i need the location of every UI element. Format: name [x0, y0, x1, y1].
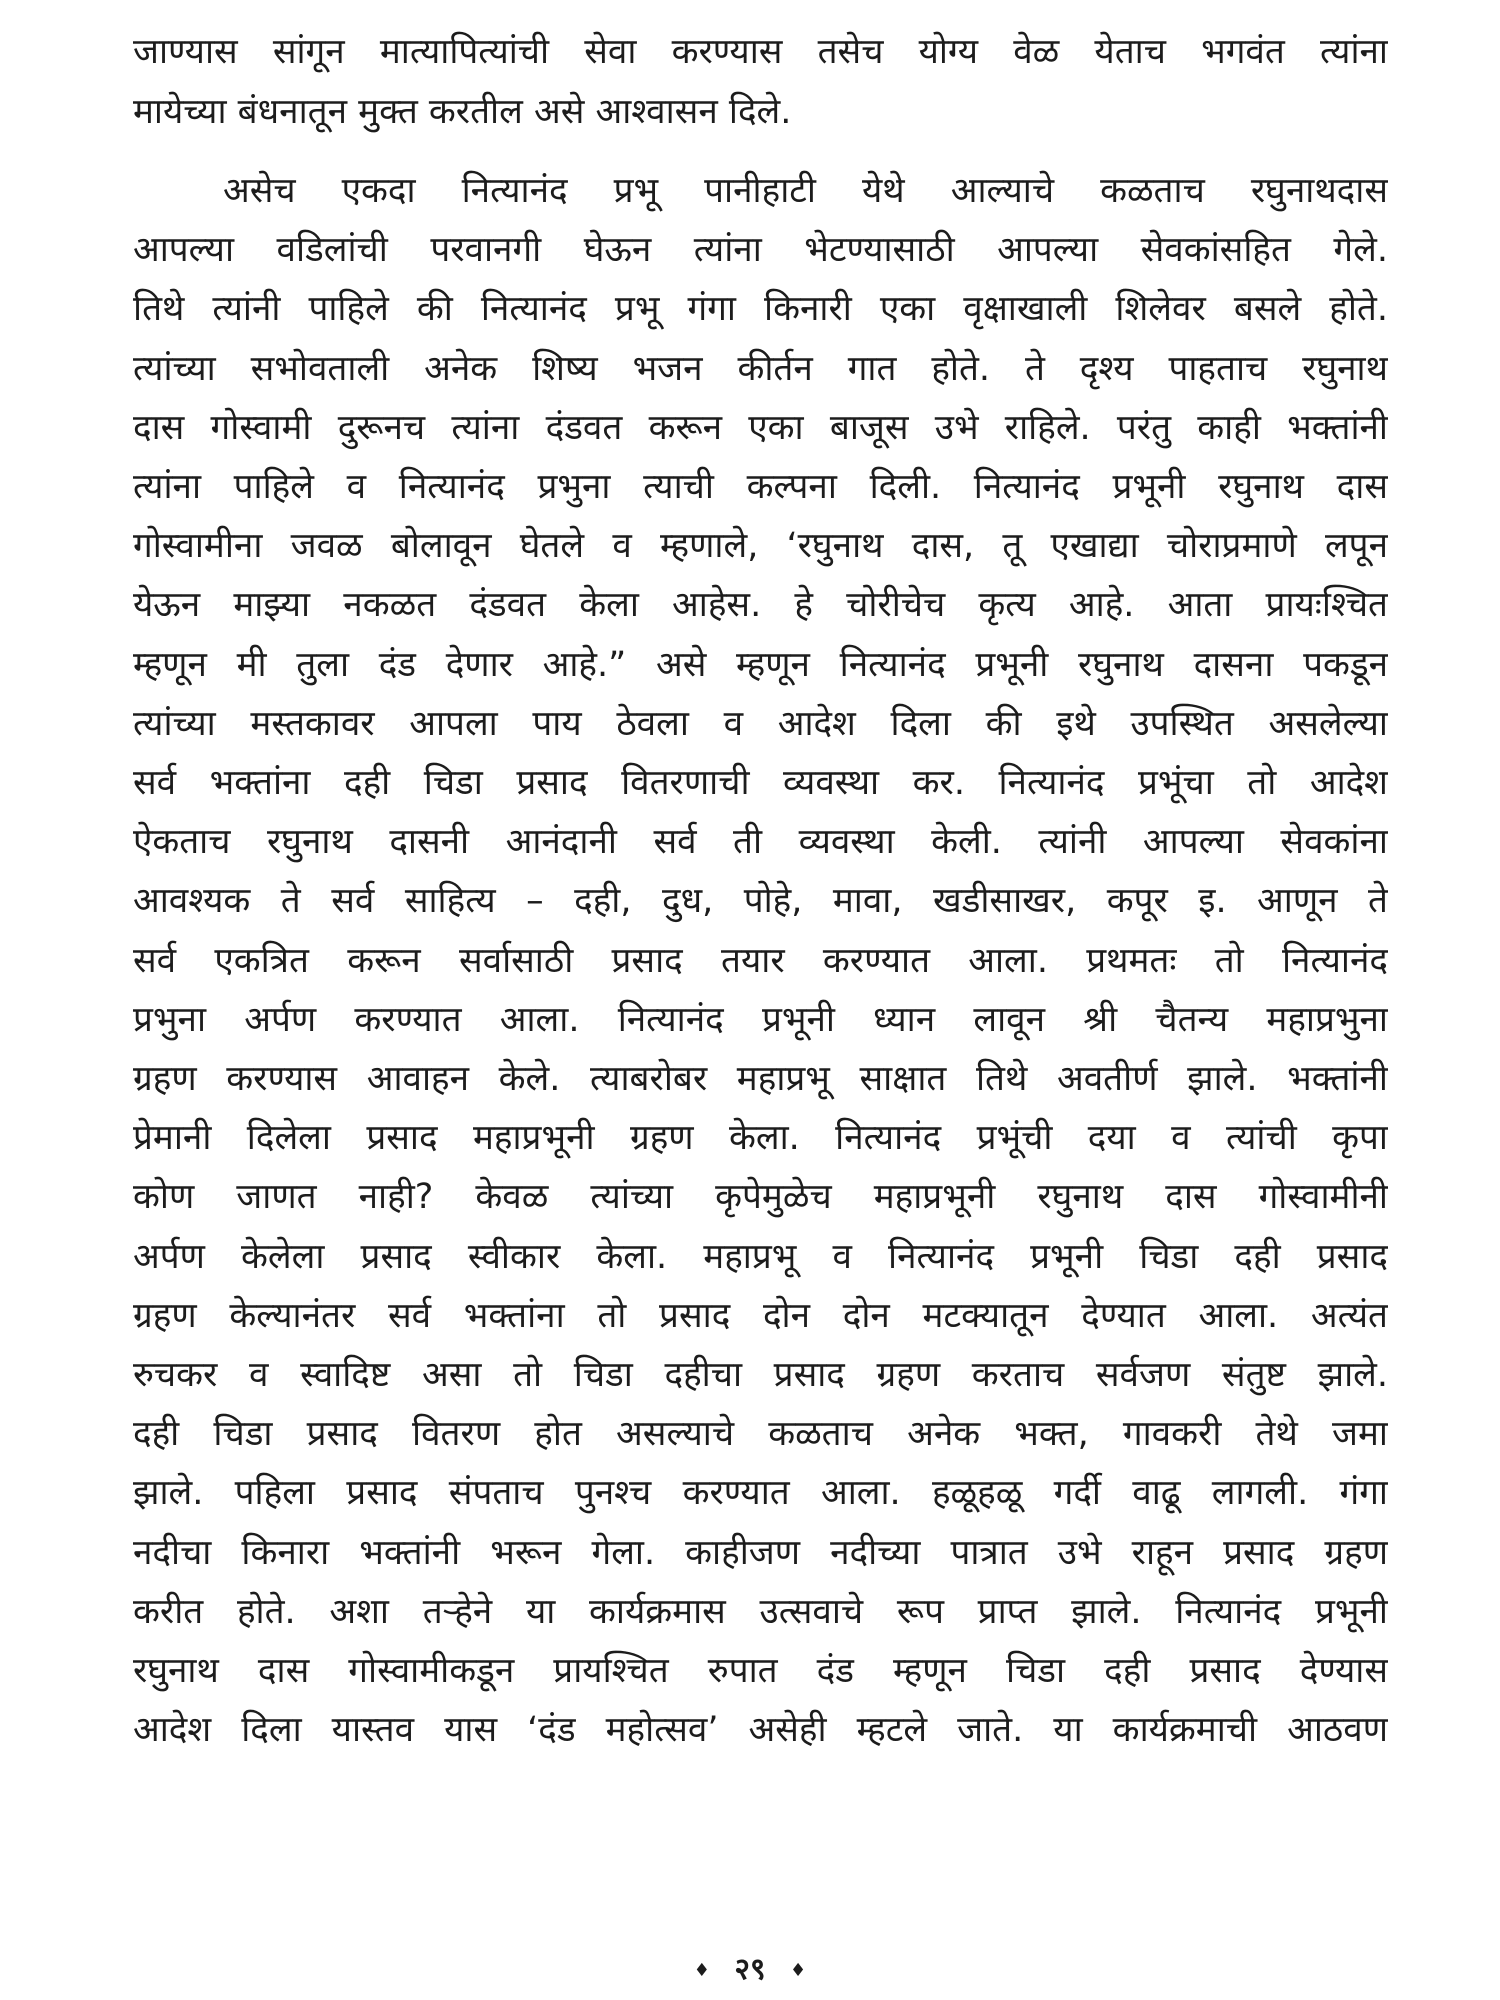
text-line: झाले. पहिला प्रसाद संपताच पुनश्च करण्यात आला. हळूहळू गर्दी वाढू लागली. गंगा: [133, 1473, 1388, 1514]
text-line: मायेच्या बंधनातून मुक्त करतील असे आश्वासन दिले.: [133, 92, 792, 132]
paragraph-1: [133, 22, 1388, 142]
text-line: करीत होते. अशा तऱ्हेने या कार्यक्रमास उत्सवाचे रूप प्राप्त झाले. नित्यानंद प्रभूनी: [133, 1591, 1388, 1632]
text-line: आवश्यक ते सर्व साहित्य – दही, दुध, पोहे, मावा, खडीसाखर, कपूर इ. आणून ते: [133, 881, 1388, 922]
text-line: ऐकताच रघुनाथ दासनी आनंदानी सर्व ती व्यवस्था केली. त्यांनी आपल्या सेवकांना: [133, 822, 1388, 863]
ornament-right-icon: ♦: [790, 1960, 807, 1981]
text-line: तिथे त्यांनी पाहिले की नित्यानंद प्रभू गंगा किनारी एका वृक्षाखाली शिलेवर बसले होते.: [133, 289, 1388, 330]
ornament-left-icon: ♦: [693, 1960, 710, 1981]
text-line: ग्रहण केल्यानंतर सर्व भक्तांना तो प्रसाद दोन दोन मटक्यातून देण्यात आला. अत्यंत: [133, 1295, 1388, 1336]
paragraph-2: [133, 162, 1388, 1760]
text-line: असेच एकदा नित्यानंद प्रभू पानीहाटी येथे आल्याचे कळताच रघुनाथदास: [223, 171, 1388, 211]
text-line: जाण्यास सांगून मात्यापित्यांची सेवा करण्यास तसेच योग्य वेळ येताच भगवंत त्यांना: [133, 32, 1388, 72]
text-line: त्यांच्या सभोवताली अनेक शिष्य भजन कीर्तन गात होते. ते दृश्य पाहताच रघुनाथ: [133, 348, 1388, 389]
text-line: आदेश दिला यास्तव यास ‘दंड महोत्सव’ असेही म्हटले जाते. या कार्यक्रमाची आठवण: [133, 1710, 1388, 1751]
text-line: अर्पण केलेला प्रसाद स्वीकार केला. महाप्रभू व नित्यानंद प्रभूनी चिडा दही प्रसाद: [133, 1236, 1388, 1277]
text-line: त्यांना पाहिले व नित्यानंद प्रभुना त्याची कल्पना दिली. नित्यानंद प्रभूनी रघुनाथ दास: [133, 467, 1388, 508]
text-line: रुचकर व स्वादिष्ट असा तो चिडा दहीचा प्रसाद ग्रहण करताच सर्वजण संतुष्ट झाले.: [133, 1355, 1388, 1396]
text-line: रघुनाथ दास गोस्वामीकडून प्रायश्चित रुपात दंड म्हणून चिडा दही प्रसाद देण्यास: [133, 1651, 1388, 1692]
text-line: सर्व एकत्रित करून सर्वासाठी प्रसाद तयार करण्यात आला. प्रथमतः तो नित्यानंद: [133, 940, 1388, 981]
page-number: २९: [734, 1952, 766, 1987]
text-line: त्यांच्या मस्तकावर आपला पाय ठेवला व आदेश दिला की इथे उपस्थित असलेल्या: [133, 703, 1388, 744]
text-line: आपल्या वडिलांची परवानगी घेऊन त्यांना भेटण्यासाठी आपल्या सेवकांसहित गेले.: [133, 230, 1388, 271]
text-line: दास गोस्वामी दुरूनच त्यांना दंडवत करून एका बाजूस उभे राहिले. परंतु काही भक्तांनी: [133, 407, 1388, 448]
text-line: सर्व भक्तांना दही चिडा प्रसाद वितरणाची व्यवस्था कर. नित्यानंद प्रभूंचा तो आदेश: [133, 763, 1388, 804]
text-line: प्रभुना अर्पण करण्यात आला. नित्यानंद प्रभूनी ध्यान लावून श्री चैतन्य महाप्रभुना: [133, 999, 1388, 1040]
text-line: दही चिडा प्रसाद वितरण होत असल्याचे कळताच अनेक भक्त, गावकरी तेथे जमा: [133, 1414, 1388, 1455]
text-line: ग्रहण करण्यास आवाहन केले. त्याबरोबर महाप्रभू साक्षात तिथे अवतीर्ण झाले. भक्तांनी: [133, 1059, 1388, 1100]
text-line: नदीचा किनारा भक्तांनी भरून गेला. काहीजण नदीच्या पात्रात उभे राहून प्रसाद ग्रहण: [133, 1532, 1388, 1573]
text-line: येऊन माझ्या नकळत दंडवत केला आहेस. हे चोरीचेच कृत्य आहे. आता प्रायःश्चित: [133, 585, 1388, 626]
text-line: गोस्वामीना जवळ बोलावून घेतले व म्हणाले, ‘रघुनाथ दास, तू एखाद्या चोराप्रमाणे लपून: [133, 526, 1388, 567]
text-line: कोण जाणत नाही? केवळ त्यांच्या कृपेमुळेच महाप्रभूनी रघुनाथ दास गोस्वामीनी: [133, 1177, 1388, 1218]
page-footer: [0, 1947, 1500, 1988]
text-line: म्हणून मी तुला दंड देणार आहे.” असे म्हणून नित्यानंद प्रभूनी रघुनाथ दासना पकडून: [133, 644, 1388, 685]
text-line: प्रेमानी दिलेला प्रसाद महाप्रभूनी ग्रहण केला. नित्यानंद प्रभूंची दया व त्यांची कृपा: [133, 1118, 1388, 1159]
body-text: [133, 22, 1388, 1760]
